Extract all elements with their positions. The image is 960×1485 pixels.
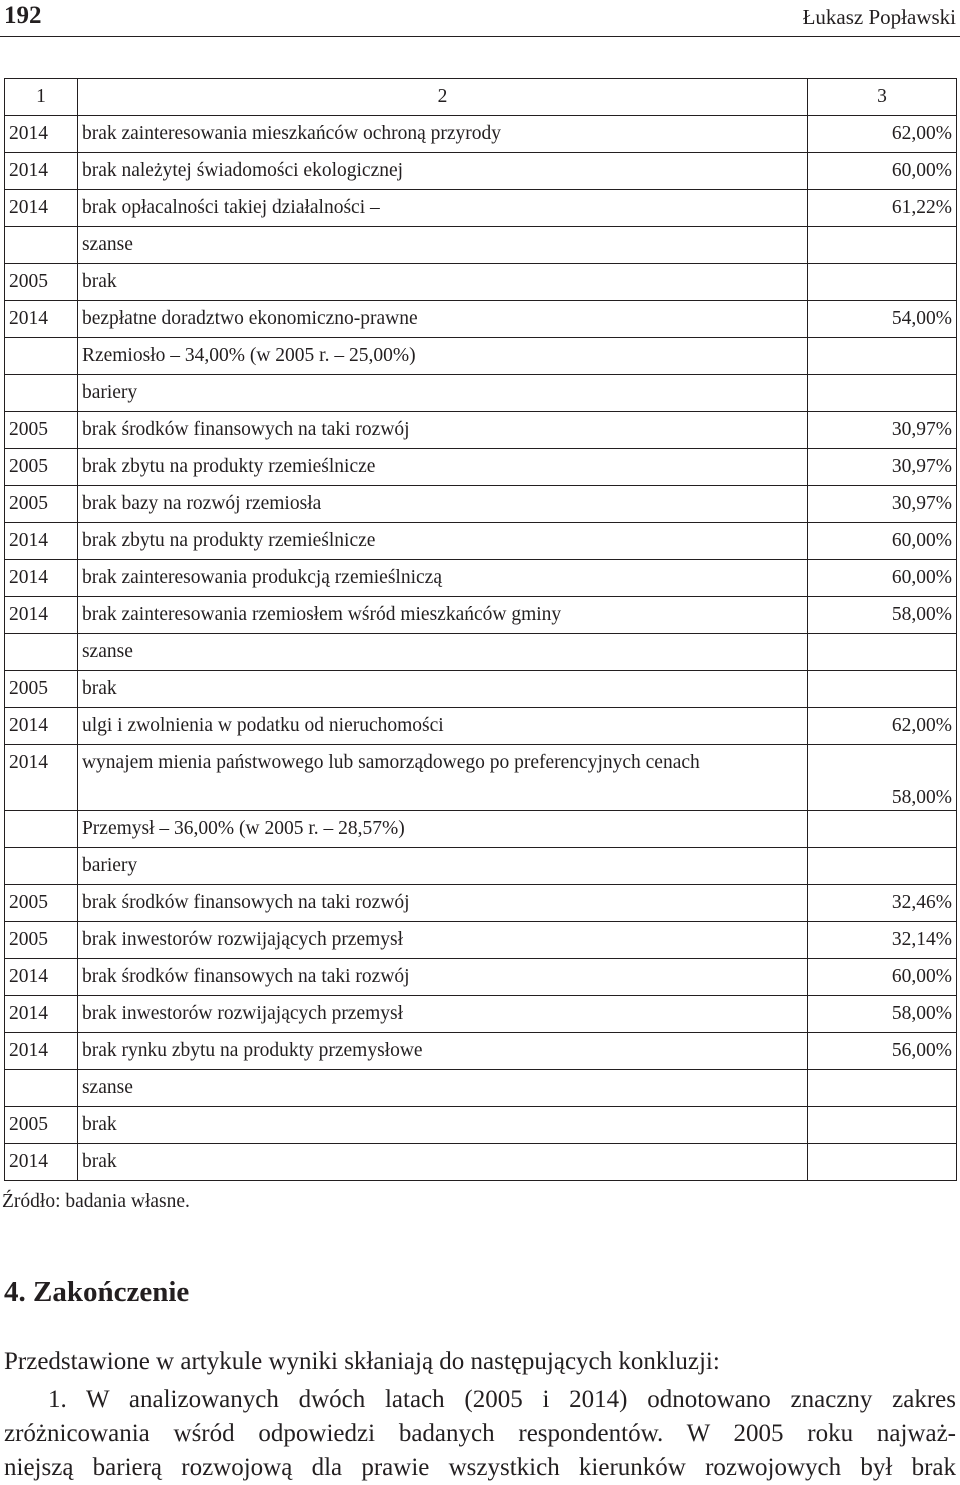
year-cell — [5, 338, 78, 375]
table-row — [5, 1144, 957, 1181]
year-cell — [5, 811, 78, 848]
year-cell — [5, 848, 78, 885]
table-row — [5, 486, 957, 523]
table-row — [5, 922, 957, 959]
value-cell — [808, 848, 957, 885]
running-head-author: Łukasz Popławski — [802, 5, 956, 29]
year-cell: 2005 — [5, 486, 78, 523]
table-row — [5, 375, 957, 412]
subheading-cell: szanse — [77, 634, 807, 671]
text-cell: bezpłatne doradztwo ekonomiczno-prawne — [77, 301, 807, 338]
text-cell: brak — [77, 264, 807, 301]
table-row — [5, 301, 957, 338]
table-row — [5, 885, 957, 922]
subheading-cell: bariery — [77, 375, 807, 412]
year-cell — [5, 375, 78, 412]
table-row — [5, 996, 957, 1033]
text-cell: brak zainteresowania rzemiosłem wśród mieszkańców gminy — [77, 597, 807, 634]
value-cell — [808, 811, 957, 848]
text-cell: brak zainteresowania mieszkańców ochroną przyrody — [77, 116, 807, 153]
value-cell — [808, 338, 957, 375]
year-cell: 2005 — [5, 922, 78, 959]
value-cell: 30,97% — [808, 486, 957, 523]
text-cell: brak środków finansowych na taki rozwój — [77, 885, 807, 922]
value-cell: 32,14% — [808, 922, 957, 959]
value-cell — [808, 375, 957, 412]
text-cell: wynajem mienia państwowego lub samorządowego po preferencyjnych cenach — [77, 745, 807, 811]
value-cell — [808, 671, 957, 708]
table-row — [5, 1070, 957, 1107]
text-cell: brak środków finansowych na taki rozwój — [77, 412, 807, 449]
text-cell: brak rynku zbytu na produkty przemysłowe — [77, 1033, 807, 1070]
value-cell: 60,00% — [808, 153, 957, 190]
year-cell: 2014 — [5, 1033, 78, 1070]
text-cell: brak — [77, 1107, 807, 1144]
year-cell: 2014 — [5, 597, 78, 634]
text-cell: brak inwestorów rozwijających przemysł — [77, 922, 807, 959]
subheading-cell: bariery — [77, 848, 807, 885]
year-cell: 2014 — [5, 560, 78, 597]
paragraph-line: zróżnicowania wśród odpowiedzi badanych respondentów. W 2005 roku najważ- — [4, 1420, 956, 1447]
page-header — [0, 0, 960, 37]
text-cell: brak opłacalności takiej działalności – — [77, 190, 807, 227]
year-cell: 2005 — [5, 264, 78, 301]
year-cell: 2014 — [5, 190, 78, 227]
text-cell: brak zbytu na produkty rzemieślnicze — [77, 523, 807, 560]
year-cell: 2014 — [5, 301, 78, 338]
column-header-2: 2 — [77, 79, 807, 116]
year-cell: 2014 — [5, 745, 78, 811]
subheading-cell: szanse — [77, 1070, 807, 1107]
page-number: 192 — [4, 2, 42, 29]
table-row — [5, 671, 957, 708]
subheading-cell: szanse — [77, 227, 807, 264]
text-cell: brak należytej świadomości ekologicznej — [77, 153, 807, 190]
source-note: Źródło: badania własne. — [2, 1191, 190, 1212]
table-row — [5, 811, 957, 848]
value-cell: 60,00% — [808, 523, 957, 560]
text-cell: brak inwestorów rozwijających przemysł — [77, 996, 807, 1033]
paragraph-line: niejszą barierą rozwojową dla prawie wszystkich kierunków rozwojowych był brak — [4, 1454, 956, 1481]
text-cell: brak — [77, 1144, 807, 1181]
year-cell — [5, 227, 78, 264]
value-cell: 60,00% — [808, 560, 957, 597]
table-row — [5, 449, 957, 486]
value-cell — [808, 264, 957, 301]
year-cell: 2005 — [5, 1107, 78, 1144]
text-cell: brak środków finansowych na taki rozwój — [77, 959, 807, 996]
column-header-1: 1 — [5, 79, 78, 116]
results-table — [4, 78, 957, 1181]
table-row — [5, 848, 957, 885]
category-heading-cell: Rzemiosło – 34,00% (w 2005 r. – 25,00%) — [77, 338, 807, 375]
table-row — [5, 959, 957, 996]
value-cell: 58,00% — [808, 597, 957, 634]
table-row — [5, 412, 957, 449]
year-cell: 2005 — [5, 885, 78, 922]
table-row — [5, 264, 957, 301]
table-row — [5, 1033, 957, 1070]
table-row — [5, 634, 957, 671]
year-cell: 2014 — [5, 153, 78, 190]
value-cell — [808, 227, 957, 264]
value-cell: 61,22% — [808, 190, 957, 227]
year-cell: 2005 — [5, 671, 78, 708]
table-row — [5, 708, 957, 745]
table-row — [5, 597, 957, 634]
value-cell: 62,00% — [808, 116, 957, 153]
value-cell: 30,97% — [808, 412, 957, 449]
year-cell: 2005 — [5, 412, 78, 449]
value-cell: 56,00% — [808, 1033, 957, 1070]
value-cell: 60,00% — [808, 959, 957, 996]
text-cell: brak zainteresowania produkcją rzemieślniczą — [77, 560, 807, 597]
year-cell: 2014 — [5, 959, 78, 996]
value-cell — [808, 1144, 957, 1181]
table-row — [5, 190, 957, 227]
text-cell: brak zbytu na produkty rzemieślnicze — [77, 449, 807, 486]
value-cell: 32,46% — [808, 885, 957, 922]
conclusion-paragraph — [4, 1383, 956, 1485]
table-row — [5, 227, 957, 264]
value-cell — [808, 634, 957, 671]
intro-paragraph: Przedstawione w artykule wyniki skłaniają do następujących konkluzji: — [4, 1348, 720, 1375]
section-heading: 4. Zakończenie — [4, 1276, 190, 1308]
year-cell: 2014 — [5, 523, 78, 560]
value-cell: 30,97% — [808, 449, 957, 486]
value-cell: 54,00% — [808, 301, 957, 338]
column-header-3: 3 — [808, 79, 957, 116]
table-row — [5, 523, 957, 560]
value-cell: 58,00% — [808, 996, 957, 1033]
year-cell: 2014 — [5, 1144, 78, 1181]
table-row — [5, 560, 957, 597]
table-header-row — [5, 79, 957, 116]
table-row — [5, 153, 957, 190]
year-cell: 2014 — [5, 116, 78, 153]
table-row — [5, 1107, 957, 1144]
text-cell: brak bazy na rozwój rzemiosła — [77, 486, 807, 523]
value-cell: 58,00% — [808, 745, 957, 811]
text-cell: ulgi i zwolnienia w podatku od nieruchomości — [77, 708, 807, 745]
year-cell: 2005 — [5, 449, 78, 486]
table-row — [5, 116, 957, 153]
year-cell — [5, 1070, 78, 1107]
value-cell — [808, 1070, 957, 1107]
value-cell — [808, 1107, 957, 1144]
value-cell: 62,00% — [808, 708, 957, 745]
paragraph-line: 1. W analizowanych dwóch latach (2005 i 2014) odnotowano znaczny zakres — [48, 1386, 956, 1413]
year-cell: 2014 — [5, 996, 78, 1033]
table-row — [5, 745, 957, 811]
table-row — [5, 338, 957, 375]
year-cell: 2014 — [5, 708, 78, 745]
text-cell: brak — [77, 671, 807, 708]
category-heading-cell: Przemysł – 36,00% (w 2005 r. – 28,57%) — [77, 811, 807, 848]
year-cell — [5, 634, 78, 671]
